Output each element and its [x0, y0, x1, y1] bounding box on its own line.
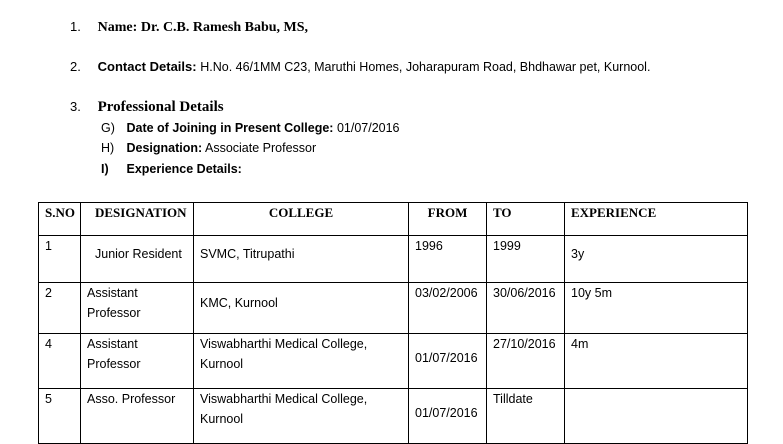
cell-experience: 4m — [565, 334, 748, 389]
cell-to: 1999 — [487, 236, 565, 283]
contact-value: H.No. 46/1MM C23, Maruthi Homes, Joharapuram Road, Bhdhawar pet, Kurnool. — [200, 60, 651, 74]
sub-marker: H) — [101, 141, 115, 155]
cell-to: 30/06/2016 — [487, 283, 565, 334]
cell-college: Viswabharthi Medical College, Kurnool — [194, 334, 409, 389]
header-experience: EXPERIENCE — [565, 203, 748, 236]
cell-from: 01/07/2016 — [409, 334, 487, 389]
name-value: Dr. C.B. Ramesh Babu, MS, — [140, 20, 309, 35]
designation-label: Designation: — [126, 141, 203, 155]
cell-to: 27/10/2016 — [487, 334, 565, 389]
cell-experience: 10y 5m — [565, 283, 748, 334]
cell-sno: 5 — [39, 389, 81, 444]
designation-value: Associate Professor — [204, 141, 317, 155]
experience-label: Experience Details: — [126, 162, 242, 176]
cell-experience — [565, 389, 748, 444]
cell-sno: 4 — [39, 334, 81, 389]
sub-marker: I) — [101, 162, 109, 176]
cell-designation: Assistant Professor — [81, 283, 194, 334]
table-row — [39, 389, 748, 444]
joining-date-value: 01/07/2016 — [336, 121, 400, 135]
cell-from: 01/07/2016 — [409, 389, 487, 444]
professional-label: Professional Details — [97, 99, 224, 115]
joining-date-label: Date of Joining in Present College: — [126, 121, 334, 135]
header-college: COLLEGE — [194, 203, 409, 236]
contact-line — [70, 59, 650, 74]
cell-to: Tilldate — [487, 389, 565, 444]
cell-college: KMC, Kurnool — [194, 283, 409, 334]
header-sno: S.NO — [39, 203, 81, 236]
name-line — [70, 19, 308, 36]
contact-label: Contact Details: — [97, 59, 197, 74]
cell-from: 1996 — [409, 236, 487, 283]
header-to: TO — [487, 203, 565, 236]
designation-line — [101, 141, 316, 155]
cell-college: SVMC, Titrupathi — [194, 236, 409, 283]
sub-marker: G) — [101, 121, 115, 135]
table-row — [39, 334, 748, 389]
table-row — [39, 283, 748, 334]
name-label: Name: — [97, 20, 138, 35]
item-number: 1. — [70, 19, 81, 34]
header-from: FROM — [409, 203, 487, 236]
item-number: 3. — [70, 99, 81, 114]
cell-experience: 3y — [565, 236, 748, 283]
table-row — [39, 236, 748, 283]
experience-line — [101, 162, 242, 176]
item-number: 2. — [70, 59, 81, 74]
cell-sno: 2 — [39, 283, 81, 334]
cell-sno: 1 — [39, 236, 81, 283]
professional-heading — [70, 99, 224, 116]
cell-designation: Asso. Professor — [81, 389, 194, 444]
table-header-row — [39, 203, 748, 236]
joining-date-line — [101, 121, 400, 135]
cell-college: Viswabharthi Medical College, Kurnool — [194, 389, 409, 444]
cell-from: 03/02/2006 — [409, 283, 487, 334]
cell-designation: Assistant Professor — [81, 334, 194, 389]
cell-designation: Junior Resident — [81, 236, 194, 283]
header-designation: DESIGNATION — [81, 203, 194, 236]
experience-table — [38, 202, 748, 444]
